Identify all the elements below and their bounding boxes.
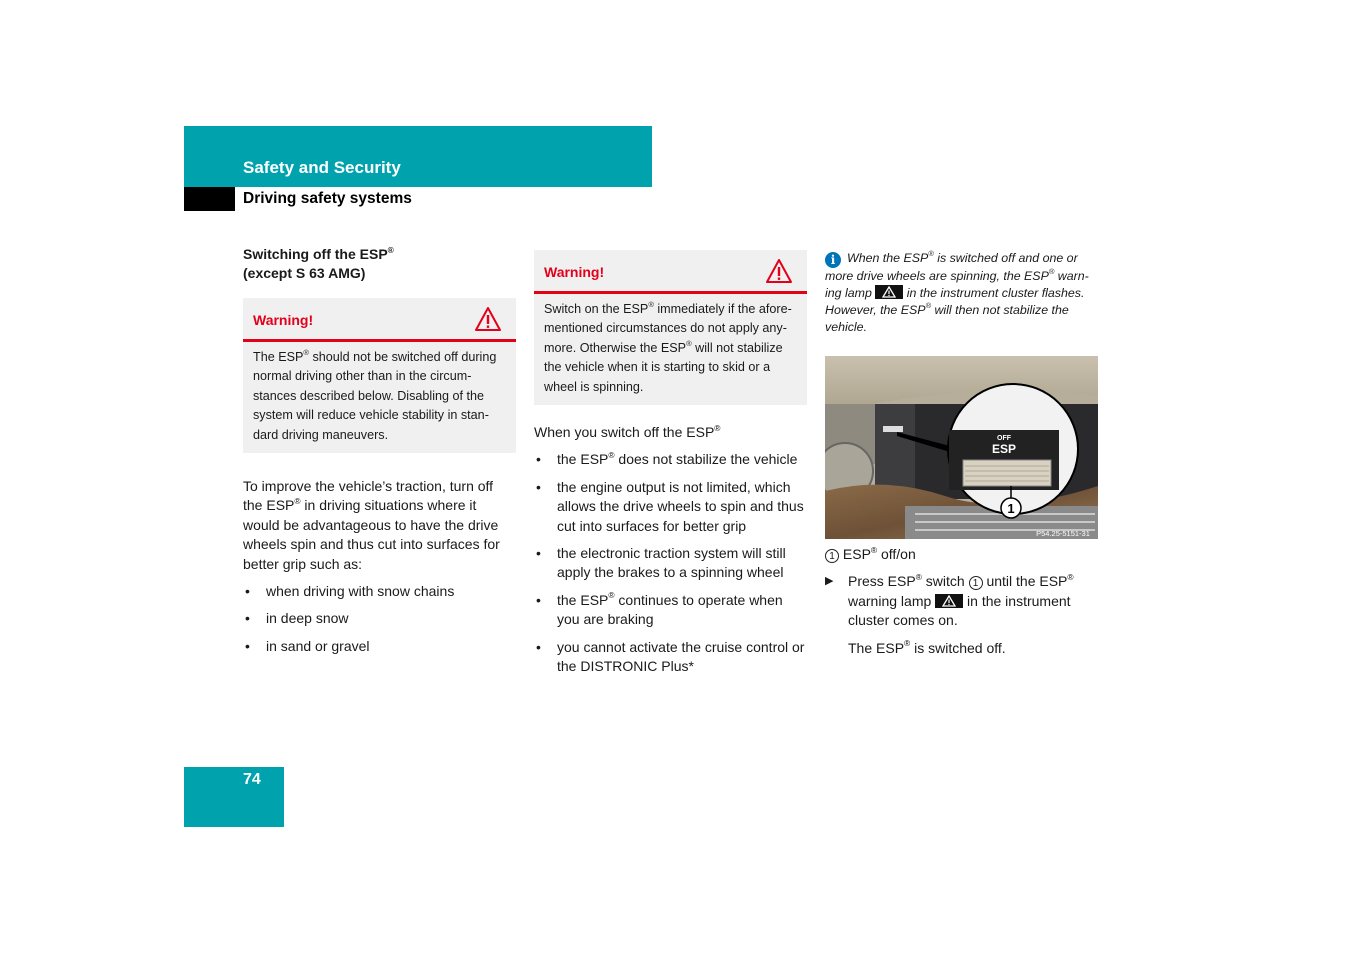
info-note: i When the ESP® is switched off and one or more drive wheels are spinning, the ESP® warning lamp in the instrument cluster flashes. However, the ESP® will then not stabilize the vehicle. [825, 249, 1089, 334]
body-paragraph: To improve the vehicle’s traction, turn off the ESP® in driving situations where it would be advantageous to have the drive wheels spin and thus cut into surfaces for better grip such as: [243, 478, 500, 572]
esp-button-off-label: OFF [997, 435, 1011, 442]
warning-header [534, 250, 807, 294]
warning-text: The ESP® should not be switched off during normal driving other than in the circumstances described below. Disabling of the system will reduce vehicle stability in standard driving maneuvers. [253, 348, 497, 442]
column-2 [534, 250, 807, 677]
callout-number: 1 [825, 549, 839, 563]
subsection-title: Driving safety systems [243, 190, 412, 207]
info-icon: i [825, 252, 841, 268]
page-number-box [184, 767, 284, 827]
image-code: P54.25-5151-31 [1036, 529, 1090, 538]
section-title: Safety and Security [243, 158, 401, 177]
section-heading: Switching off the ESP® (except S 63 AMG) [243, 244, 394, 281]
column-3 [825, 250, 1098, 658]
list-item: • the ESP® continues to operate when you are braking [534, 591, 807, 630]
warning-triangle-icon [765, 258, 793, 284]
esp-button-esp-label: ESP [991, 442, 1017, 456]
list-item: • the ESP® does not stabilize the vehicle [534, 450, 807, 469]
warning-triangle-icon [474, 306, 502, 332]
photo-callout-1: 1 [1007, 501, 1015, 516]
page-number: 74 [243, 771, 261, 788]
esp-warning-lamp-icon [875, 285, 903, 299]
warning-label: Warning! [253, 312, 314, 328]
instruction-step: ▶ Press ESP® switch 1 until the ESP® warning lamp in the instrument cluster comes on. [825, 571, 1074, 629]
intro-paragraph: When you switch off the ESP® [534, 422, 721, 441]
list-item: • the electronic traction system will still apply the brakes to a spinning wheel [534, 544, 807, 583]
warning-box [534, 250, 807, 405]
list-item: • in sand or gravel [243, 637, 516, 656]
list-item: • the engine output is not limited, which allows the drive wheels to spin and thus cut into surfaces for better grip [534, 478, 807, 536]
callout-number: 1 [969, 576, 983, 590]
dashboard-illustration [825, 356, 1098, 539]
column-1 [243, 245, 516, 656]
header-tab-marker [184, 187, 235, 211]
esp-warning-lamp-icon [935, 594, 963, 608]
warning-box [243, 298, 516, 453]
step-arrow-icon: ▶ [825, 575, 834, 588]
warning-label: Warning! [544, 264, 605, 280]
bullet-list [243, 582, 516, 656]
bullet-list [534, 450, 807, 676]
photo-caption: 1 ESP® off/on [825, 545, 1098, 564]
list-item: • in deep snow [243, 609, 516, 628]
esp-switch-photo [825, 356, 1098, 539]
step-result: The ESP® is switched off. [848, 638, 1006, 656]
warning-header [243, 298, 516, 342]
list-item: • you cannot activate the cruise control or the DISTRONIC Plus* [534, 638, 807, 677]
warning-text: Switch on the ESP® immediately if the aforementioned circumstances do not apply anymore. Otherwise the ESP® will not stabilize the vehicle when it is starting to skid or a wheel is spinning. [544, 300, 792, 394]
list-item: • when driving with snow chains [243, 582, 516, 601]
